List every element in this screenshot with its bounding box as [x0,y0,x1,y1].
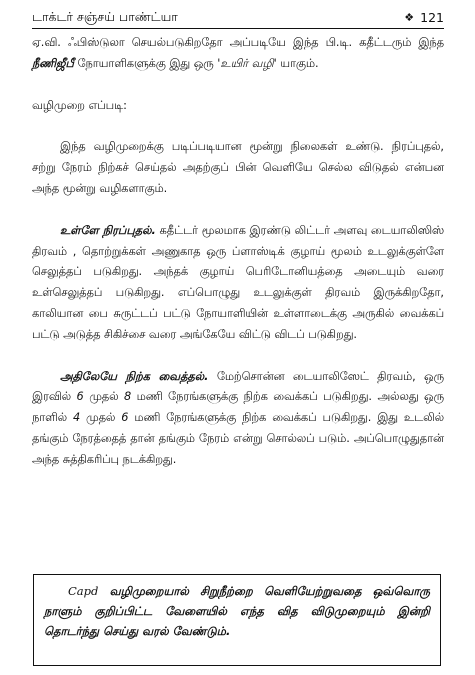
spacer [32,200,444,221]
spacer [32,346,444,367]
dwell-text-4: முதல் [80,411,122,425]
spacer [32,116,444,137]
fill-text: கதீட்டர் மூலமாக இரண்டு லிட்டர் அளவு டையாலிஸிஸ் திரவம் , தொற்றுக்கள் அணுகாத ஒரு ப்ளாஸ்டிக் குழாய் மூலம் உடலுக்குள்ளே செலுத்தப் படுகிறது. அந்தக் குழாய் பெரிடோனியத்தை அடையும் வரை உள்செலுத்தப் படுகிறது. எப்பொழுது உடலுக்குள் திரவம் இருக்கிறதோ, காலியான பை சுருட்டப் பட்டு நோயாளியின் உள்ளாடைக்கு அருகில் வைக்கப் பட்டு அடுத்த சிகிச்சை வரை அங்கேயே விட்டு விடப் படுகிறது. [32,223,445,341]
page-number: 121 [420,9,444,25]
dwell-heading: அதிலேயே நிற்க வைத்தல். [60,369,209,383]
dwell-number-1: 6 [76,390,84,404]
intro-bold-term: நீணிஜீபீ [32,56,74,70]
dwell-text-3: மணி நேரங்களுக்கு நிற்க வைக்கப் படுகிறது. அல்லது ஒரு நாளில் [32,390,444,425]
intro-text-2: நோயாளிகளுக்கு இது ஒரு [73,56,218,70]
diamond-bullet-icon: ❖ [404,10,415,24]
dwell-number-4: 6 [121,411,129,425]
fill-paragraph [32,221,444,346]
fill-heading: உள்ளே நிரப்புதல். [60,223,156,237]
intro-paragraph [32,33,444,75]
dwell-text-5: மணி நேரங்களுக்கு நிற்க வைக்கப் படுகிறது. இது உடலில் தங்கும் நேரத்தைத் தான் தங்கும் நேரம் என்று சொல்லப் படும். அப்பொழுதுதான் அந்த சுத்திகரிப்பு நடக்கிறது. [32,411,445,466]
dwell-text-2: முதல் [83,390,124,404]
dwell-number-3: 4 [72,411,81,425]
page-body [32,33,444,471]
spacer [32,75,444,96]
dwell-paragraph [32,367,444,471]
note-box [33,574,441,666]
method-heading: வழிமுறை எப்படி: [32,98,127,112]
intro-text-1: ஏ.வி. ஃபிஸ்டுலா செயல்படுகிறதோ அப்படியே இந்த பி.டி. கதீட்டரும் இந்த [32,36,444,49]
method-paragraph: இந்த வழிமுறைக்கு படிப்படியான மூன்று நிலைகள் உண்டு. நிரப்புதல், சற்று நேரம் நிற்கச் செய்தல் அதற்குப் பின் வெளியே செல்ல விடுதல் என்பன அந்த மூன்று வழிகளாகும். [32,140,444,195]
intro-italic-term: 'உயிர் வழி' [217,56,277,70]
page-header [32,6,444,29]
dwell-number-2: 8 [124,390,132,404]
page-number-group [404,10,444,25]
note-lead: Capd [68,584,99,598]
dwell-text-1: மேற்சொன்ன டையாலிஸேட் திரவம், ஒரு இரவில் [32,369,444,404]
note-text: வழிமுறையால் சிறுநீற்றை வெளியேற்றுவதை ஒவ்வொரு நாளும் குறிப்பிட்ட வேளையில் எந்த வித விடுமுறையும் இன்றி தொடர்ந்து செய்து வரல் வேண்டும். [44,584,430,638]
running-title: டாக்டர் சஞ்சய் பாண்ட்யா [32,8,178,24]
intro-text-3: யாகும். [276,56,319,70]
